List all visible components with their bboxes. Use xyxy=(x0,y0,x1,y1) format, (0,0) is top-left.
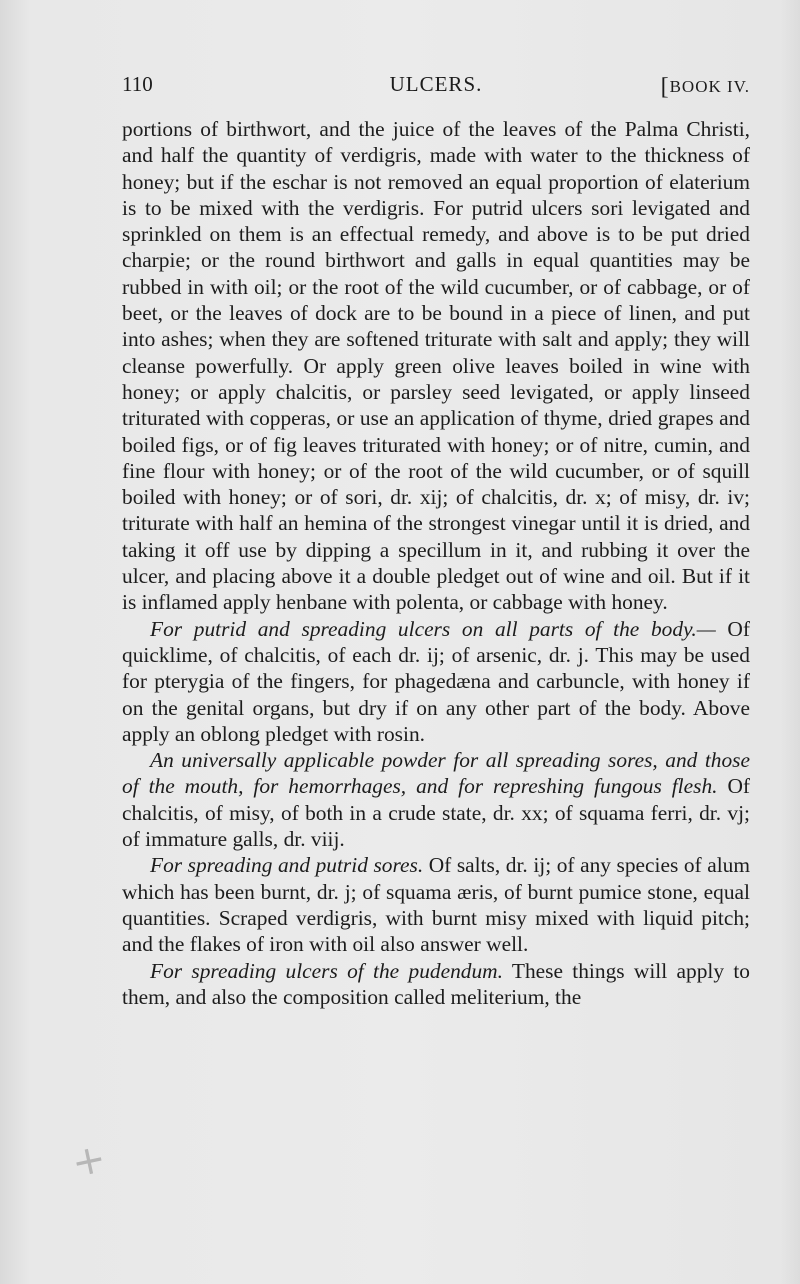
book-label-text: BOOK IV. xyxy=(669,77,750,96)
paragraph-3 xyxy=(122,747,750,852)
book-bracket: [ xyxy=(660,74,670,100)
paragraph-heading: For spreading and putrid sores. xyxy=(150,853,424,878)
pencil-margin-mark: + xyxy=(67,1135,110,1187)
paragraph-text: Of chalcitis, of misy, of both in a crude state, dr. xx; of squama ferri, dr. vj; of immature galls, dr. viij. xyxy=(122,774,751,852)
paragraph-text: portions of birthwort, and the juice of the leaves of the Palma Christi, and half the quantity of verdigris, made with water to the thickness of honey; but if the eschar is not removed an equal proportion of elaterium is to be mixed with the verdigris. For putrid ulcers sori levigated and sprinkled on them is an effectual remedy, and above is to be put dried charpie; or the round birthwort and galls in equal quantities may be rubbed in with oil; or the root of the wild cucumber, or of cabbage, or of beet, or the leaves of dock are to be bound in a piece of linen, and put into ashes; when they are softened triturate with salt and apply; they will cleanse powerfully. Or apply green olive leaves boiled in wine with honey; or apply chalcitis, or parsley seed levigated, or apply linseed triturated with copperas, or use an application of thyme, dried grapes and boiled figs, or of fig leaves triturated with honey; or of nitre, cumin, and fine flour with honey; or of the root of the wild cucumber, or of squill boiled with honey; or of sori, dr. xij; of chalcitis, dr. x; of misy, dr. iv; triturate with half an hemina of the strongest vinegar until it is dried, and taking it off use by dipping a specillum in it, and rubbing it over the ulcer, and placing above it a double pledget out of wine and oil. But if it is inflamed apply henbane with polenta, or cabbage with honey. xyxy=(122,117,750,615)
page-number: 110 xyxy=(122,72,153,96)
paragraph-text: Of quicklime, of chalcitis, of each dr. ij; of arsenic, dr. j. This may be used for pterygia of the fingers, for phagedæna and carbuncle, with honey if on the genital organs, but dry if on any other part of the body. Above apply an oblong pledget with rosin. xyxy=(122,616,750,746)
running-header xyxy=(122,72,750,100)
paragraph-5 xyxy=(122,958,750,1011)
paragraph-heading: For putrid and spreading ulcers on all parts of the body.— xyxy=(150,616,716,641)
paragraph-text: Of salts, dr. ij; of any species of alum which has been burnt, dr. j; of squama æris, of burnt pumice stone, equal quantities. Scraped verdigris, with burnt misy mixed with liquid pitch; and the flakes of iron with oil also answer well. xyxy=(122,853,750,957)
running-title: ULCERS. xyxy=(389,72,483,96)
page-body xyxy=(122,116,750,1010)
paragraph-1 xyxy=(122,116,750,616)
paragraph-4 xyxy=(122,852,750,957)
paragraph-heading: An universally applicable powder for all spreading sores, and those of the mouth, for hemorrhages, and for represhing fungous flesh. xyxy=(122,748,750,799)
book-label xyxy=(661,72,750,99)
paragraph-text: These things will apply to them, and also the composition called meliterium, the xyxy=(122,958,750,1009)
paragraph-2 xyxy=(122,616,750,747)
paragraph-heading: For spreading ulcers of the pudendum. xyxy=(150,958,503,983)
